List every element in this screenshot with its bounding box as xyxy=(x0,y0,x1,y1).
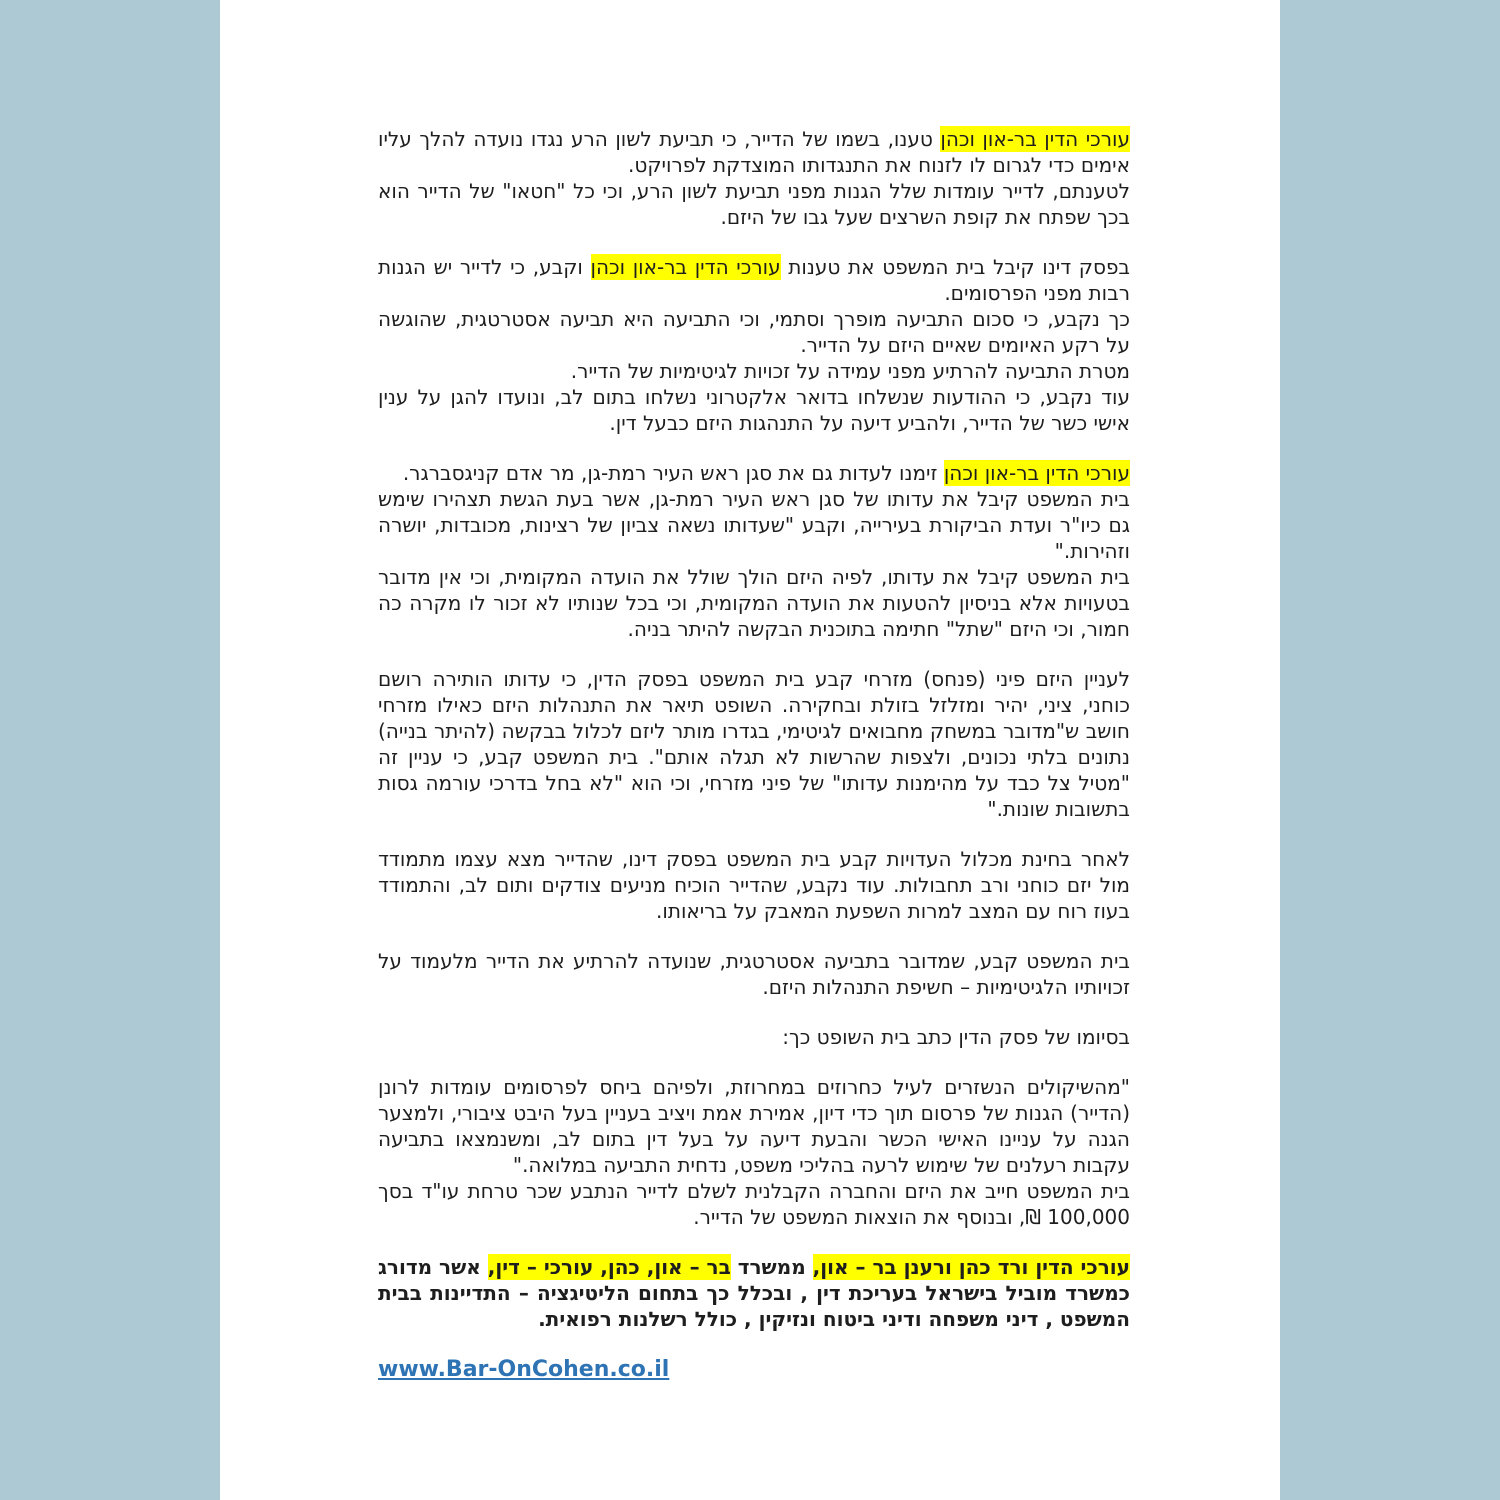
paragraph xyxy=(378,460,1130,486)
paragraph xyxy=(378,1178,1130,1230)
highlight-firm-name: עורכי הדין בר-און וכהן xyxy=(943,461,1130,485)
document-page xyxy=(220,0,1280,1500)
body-text: וקבע, כי לדייר יש הגנות רבות מפני הפרסומים. xyxy=(378,255,1130,305)
highlight-firm-name: עורכי הדין בר-און וכהן xyxy=(590,255,781,279)
para-block-court-ruling xyxy=(378,254,1130,436)
body-text: בסיומו של פסק הדין כתב בית השופט כך: xyxy=(782,1025,1130,1049)
body-text: זימנו לעדות גם את סגן ראש העיר רמת-גן, מר אדם קניגסברגר. xyxy=(402,461,944,485)
body-text: בית המשפט קיבל את עדותו של סגן ראש העיר רמת-גן, אשר בעת הגשת תצהירו שימש גם כיו"ר ועדת הביקורת בעירייה, וקבע "שעדותו נשאה צביון של רצינות, מכובדות, יושרה וזהירות." xyxy=(378,487,1130,563)
body-text: לעניין היזם פיני (פנחס) מזרחי קבע בית המשפט בפסק הדין, כי עדותו הותירה רושם כוחני, ציני, יהיר ומזלזל בזולת ובחקירה. השופט תיאר את התנהלות היזם כאילו מזרחי חושב ש"מדובר במשחק מחבואים לגיטימי, בגדרו מותר ליזם לכלול בבקשה (להיתר בנייה) נתונים בלתי נכונים, ולצפות שהרשות לא תגלה אותם". בית המשפט קבע, כי עניין זה "מטיל צל כבד על מהימנות עדותו" של פיני מזרחי, וכי הוא "לא בחל בדרכי עורמה גסות בתשובות שונות." xyxy=(378,667,1130,821)
paragraph xyxy=(378,384,1130,436)
para-block-developer-testimony xyxy=(378,666,1130,822)
paragraph xyxy=(378,1024,1130,1050)
paragraph xyxy=(378,254,1130,306)
para-block-deputy-mayor-testimony xyxy=(378,460,1130,642)
para-block-judge-intro xyxy=(378,1024,1130,1050)
footer-link-row xyxy=(378,1356,1130,1383)
para-block-evidence-review xyxy=(378,846,1130,924)
paragraph xyxy=(378,666,1130,822)
body-text: עוד נקבע, כי ההודעות שנשלחו בדואר אלקטרוני נשלחו בתום לב, ונועדו להגן על ענין אישי כשר של הדייר, ולהביע דיעה על התנהגות היזם כבעל דין. xyxy=(378,385,1130,435)
body-text: טענו, בשמו של הדייר, כי תביעת לשון הרע נגדו נועדה להלך עליו אימים כדי לגרום לו לזנוח את התנגדותו המוצדקת לפרויקט. xyxy=(378,127,1130,177)
paragraph xyxy=(378,126,1130,178)
body-text: בית המשפט חייב את היזם והחברה הקבלנית לשלם לדייר הנתבע שכר טרחת עו"ד בסך 100,000 ₪, ובנוסף את הוצאות המשפט של הדייר. xyxy=(378,1179,1130,1229)
paragraph xyxy=(378,948,1130,1000)
body-text: אשר מדורג כמשרד מוביל בישראל בעריכת דין , ובכלל כך בתחום הליטיגציה – התדיינות בבית המשפט , דיני משפחה ודיני ביטוח ונזיקין , כולל רשלנות רפואית. xyxy=(378,1255,1130,1331)
body-text: ממשרד xyxy=(730,1255,813,1279)
body-text: לאחר בחינת מכלול העדויות קבע בית המשפט בפסק דינו, שהדייר מצא עצמו מתמודד מול יזם כוחני ורב תחבולות. עוד נקבע, שהדייר הוכיח מניעים צודקים ותום לב, והתמודד בעוז רוח עם המצב למרות השפעת המאבק על בריאותו. xyxy=(378,847,1130,923)
para-block-strategic-lawsuit xyxy=(378,948,1130,1000)
body-text: בפסק דינו קיבל בית המשפט את טענות xyxy=(780,255,1130,279)
highlight-firm-name: עורכי הדין בר-און וכהן xyxy=(940,127,1130,151)
paragraph xyxy=(378,486,1130,564)
document-content xyxy=(378,126,1130,1383)
paragraph xyxy=(378,358,1130,384)
body-text: בית המשפט קיבל את עדותו, לפיה היזם הולך שולל את הועדה המקומית, וכי אין מדובר בטעויות אלא בניסיון להטעות את הועדה המקומית, וכי בכל שנותיו לא זכור לו מקרה כה חמור, וכי היזם "שתל" חתימה בתוכנית הבקשה להיתר בניה. xyxy=(378,565,1130,641)
highlight-lawyers-names: עורכי הדין ורד כהן ורענן בר – און, xyxy=(812,1255,1130,1279)
highlight-firm-title: בר – און, כהן, עורכי – דין, xyxy=(487,1255,731,1279)
body-text: כך נקבע, כי סכום התביעה מופרך וסתמי, וכי התביעה היא תביעה אסטרטגית, שהוגשה על רקע האיומים שאיים היזם על הדייר. xyxy=(378,307,1130,357)
para-block-judge-quote xyxy=(378,1074,1130,1230)
para-block-firm-credits xyxy=(378,1254,1130,1332)
paragraph xyxy=(378,306,1130,358)
body-text: מטרת התביעה להרתיע מפני עמידה על זכויות לגיטימיות של הדייר. xyxy=(570,359,1130,383)
paragraph xyxy=(378,846,1130,924)
website-link[interactable]: www.Bar-OnCohen.co.il xyxy=(378,1357,670,1382)
paragraph xyxy=(378,178,1130,230)
body-text: בית המשפט קבע, שמדובר בתביעה אסטרטגית, שנועדה להרתיע את הדייר מלעמוד על זכויותיו הלגיטימיות – חשיפת התנהלות היזם. xyxy=(378,949,1130,999)
para-block-opening-claims xyxy=(378,126,1130,230)
body-text: לטענתם, לדייר עומדות שלל הגנות מפני תביעת לשון הרע, וכי כל "חטאו" של הדייר הוא בכך שפתח את קופת השרצים שעל גבו של היזם. xyxy=(378,179,1130,229)
paragraph xyxy=(378,564,1130,642)
paragraph xyxy=(378,1254,1130,1332)
body-text: "מהשיקולים הנשזרים לעיל כחרוזים במחרוזת, ולפיהם ביחס לפרסומים עומדות לרונן (הדייר) הגנות של פרסום תוך כדי דיון, אמירת אמת ויציב בעניין בעל היבט ציבורי, ולמצער הגנה על עניינו האישי הכשר והבעת דיעה על בעל דין בתום לב, ומשנמצאו בתביעה עקבות רעלנים של שימוש לרעה בהליכי משפט, נדחית התביעה במלואה." xyxy=(378,1075,1130,1177)
paragraph xyxy=(378,1074,1130,1178)
